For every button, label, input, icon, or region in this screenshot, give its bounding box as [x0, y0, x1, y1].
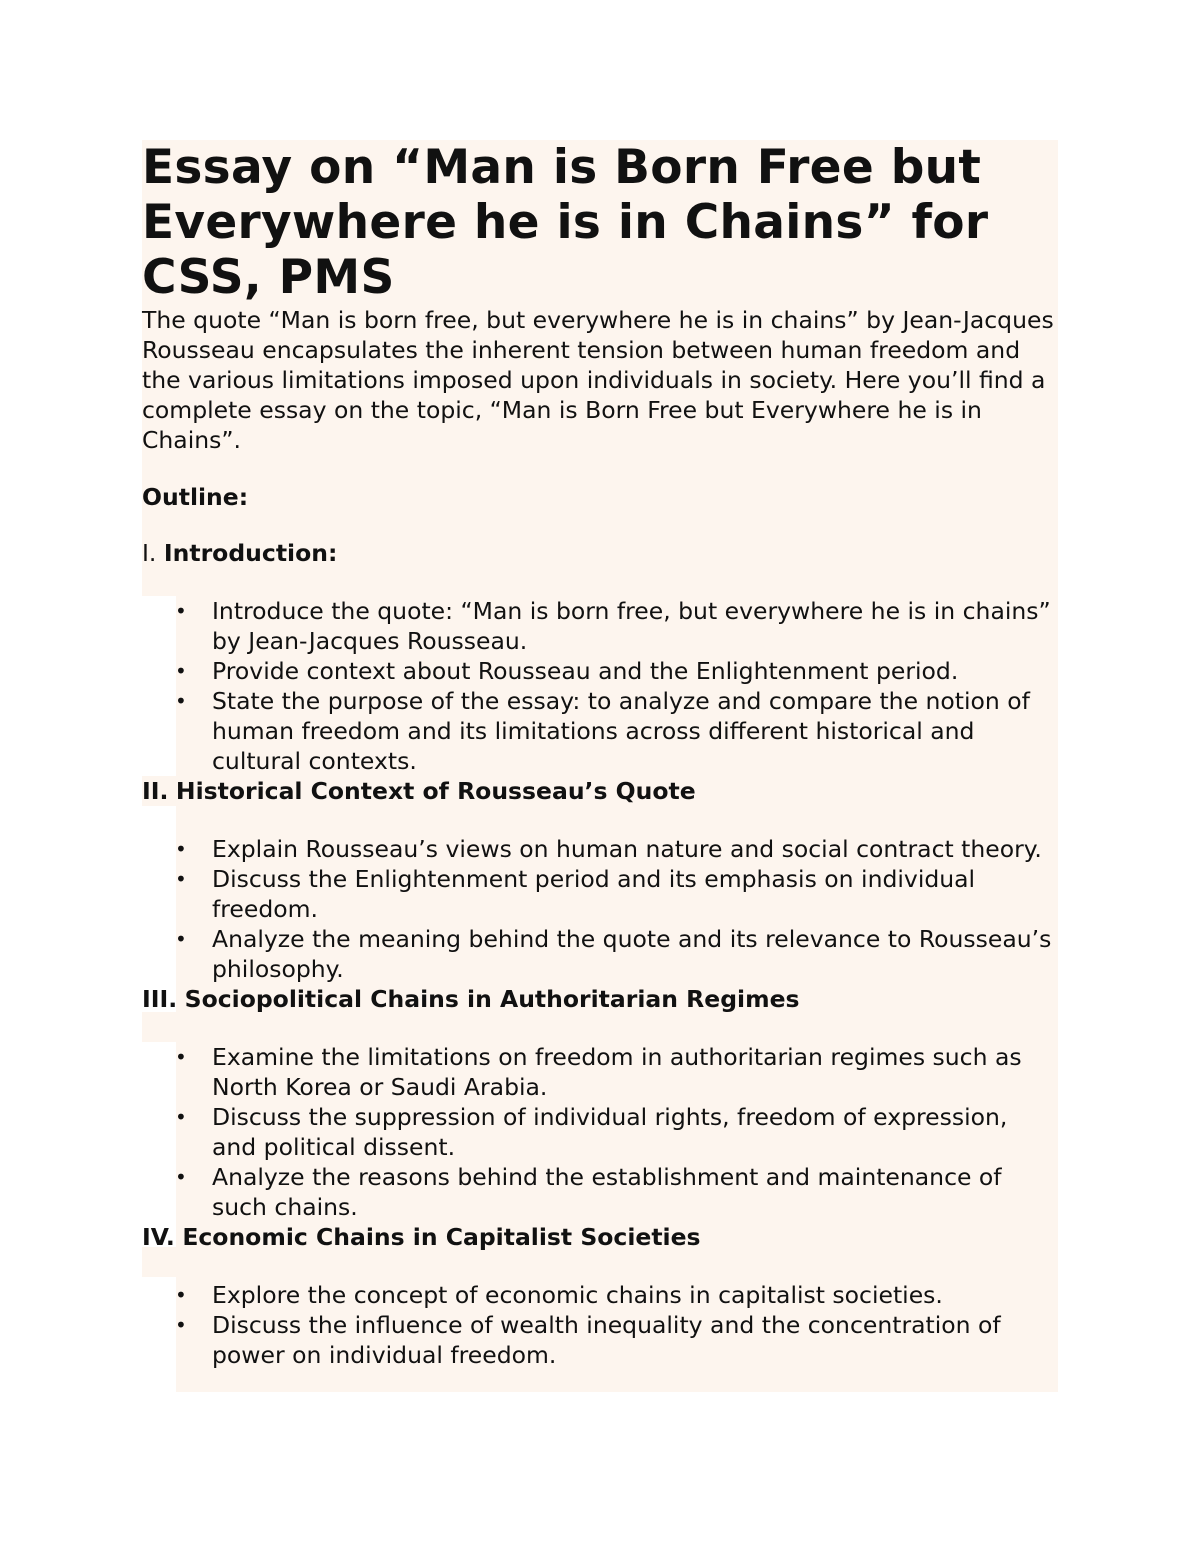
section-title: Historical Context of Rousseau’s Quote: [175, 777, 696, 805]
bullet-icon: •: [175, 1105, 187, 1129]
bullet-icon: •: [175, 659, 187, 683]
outline-heading: Outline:: [142, 483, 249, 511]
list-item: • Introduce the quote: “Man is born free, but everywhere he is in chains” by Jean-Jacques Rousseau.: [175, 597, 1051, 655]
page-title: Essay on “Man is Born Free but Everywhere he is in Chains” for CSS, PMS: [142, 140, 989, 305]
section-title: Economic Chains in Capitalist Societies: [182, 1223, 701, 1251]
section-heading-sociopolitical-chains: [142, 984, 1058, 1014]
bullet-icon: •: [175, 599, 187, 623]
bullet-icon: •: [175, 867, 187, 891]
list-item: • Examine the limitations on freedom in authoritarian regimes such as North Korea or Saudi Arabia.: [175, 1043, 1022, 1101]
bullet-icon: •: [175, 927, 187, 951]
section-bullets-economic-chains: [142, 1280, 1058, 1370]
list-item: • Discuss the Enlightenment period and its emphasis on individual freedom.: [175, 865, 976, 923]
section-heading-introduction: [142, 538, 1058, 568]
section-number: IV.: [142, 1223, 175, 1251]
section-bullets-introduction: [142, 596, 1058, 776]
list-item: • Explain Rousseau’s views on human nature and social contract theory.: [175, 835, 1042, 863]
bullet-icon: •: [175, 1045, 187, 1069]
section-heading-historical-context: [142, 776, 1058, 806]
list-item: • State the purpose of the essay: to analyze and compare the notion of human freedom and its limitations across different historical and cultural contexts.: [175, 687, 1030, 775]
list-item: • Analyze the meaning behind the quote and its relevance to Rousseau’s philosophy.: [175, 925, 1052, 983]
section-number: III.: [142, 985, 178, 1013]
section-title: Introduction:: [163, 539, 338, 567]
section-number: I.: [142, 539, 157, 567]
list-item: • Discuss the suppression of individual rights, freedom of expression, and political dissent.: [175, 1103, 1008, 1161]
list-item: • Provide context about Rousseau and the Enlightenment period.: [175, 657, 959, 685]
section-title: Sociopolitical Chains in Authoritarian Regimes: [184, 985, 800, 1013]
list-item: • Discuss the influence of wealth inequality and the concentration of power on individual freedom.: [175, 1311, 1001, 1369]
bullet-icon: •: [175, 689, 187, 713]
bullet-icon: •: [175, 837, 187, 861]
section-number: II.: [142, 777, 169, 805]
section-bullets-historical-context: [142, 834, 1058, 984]
list-item: • Analyze the reasons behind the establishment and maintenance of such chains.: [175, 1163, 1002, 1221]
section-heading-economic-chains: [142, 1222, 1058, 1252]
list-item: • Explore the concept of economic chains in capitalist societies.: [175, 1281, 943, 1309]
bullet-icon: •: [175, 1165, 187, 1189]
bullet-icon: •: [175, 1313, 187, 1337]
bullet-icon: •: [175, 1283, 187, 1307]
intro-paragraph: The quote “Man is born free, but everywhere he is in chains” by Jean-Jacques Rousseau encapsulates the inherent tension between human freedom and the various limitations imposed upon individuals in society. Here you’ll find a complete essay on the topic, “Man is Born Free but Everywhere he is in Chains”.: [142, 306, 1054, 454]
document-content: [142, 140, 1058, 1370]
section-bullets-sociopolitical-chains: [142, 1042, 1058, 1222]
